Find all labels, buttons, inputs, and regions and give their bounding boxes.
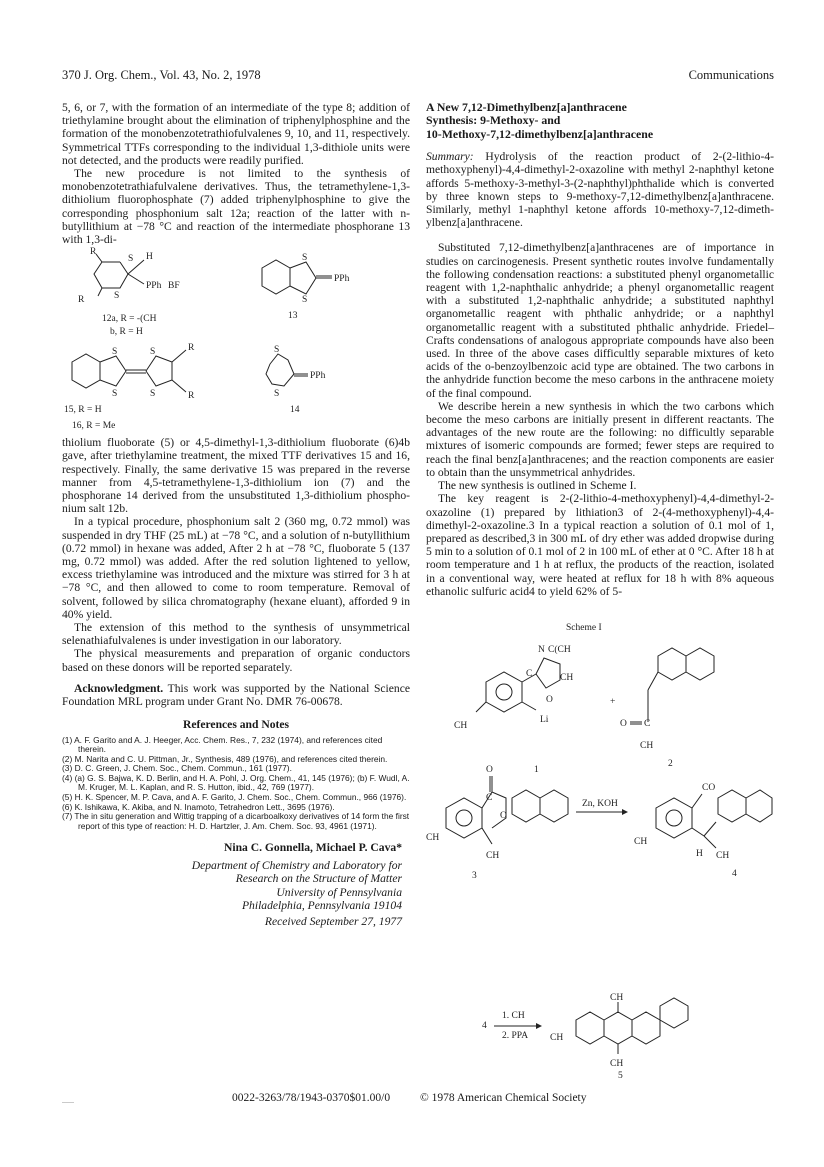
reference-item: (4) (a) G. S. Bajwa, K. D. Berlin, and H. A. Pohl, J. Org. Chem., 41, 145 (1976); (b) F. Wudl, A. M. Kruger, M. L. Kaplan, and R. S. Hutton, ibid., 42, 769 (1977).: [62, 772, 410, 793]
h-label: H: [146, 252, 153, 263]
atom-label: C: [526, 668, 533, 679]
compound-label: 16, R = Me: [72, 421, 116, 432]
compound-number: 4: [732, 868, 737, 879]
footer-copyright: © 1978 American Chemical Society: [420, 1092, 587, 1104]
structure-14: [266, 354, 308, 386]
compound-number: 5: [618, 1071, 623, 1081]
section-name: Communications: [688, 68, 774, 82]
journal-citation: 370 J. Org. Chem., Vol. 43, No. 2, 1978: [62, 68, 261, 82]
pph-label: PPh: [146, 281, 162, 292]
reagent-label: Zn, KOH: [582, 798, 618, 809]
reagent-label: 2. PPA: [502, 1031, 529, 1041]
atom-label: CH: [610, 1059, 624, 1069]
compound-number: 3: [472, 870, 477, 881]
atom-label: H: [696, 848, 703, 859]
compound-label: 12a, R = -(CH: [102, 314, 157, 325]
s-label: S: [112, 389, 118, 400]
atom-label: CH: [610, 993, 624, 1003]
title-line: 10-Methoxy-7,12-dimethylbenz[a]anthracene: [426, 126, 654, 141]
s-label: S: [150, 389, 156, 400]
compound-5: [576, 998, 688, 1054]
s-label: S: [112, 347, 118, 358]
s-label: S: [150, 347, 156, 358]
compound-label: 13: [288, 311, 298, 322]
paragraph: thiolium fluoborate (5) or 4,5-dimethyl-1,3-dithiolium fluoborate (6)4b gave, after triethylamine treatment, the mixed TTF derivatives 15 and 16, respectively. Finally, the same derivative 15 was prepared in the reverse manner from 4,5-tetramethylene-1,3-dithiolium ion (7) and the phosphorane 14 derived from the unsubstituted 1,3-dithiolium phosphonium salt 12b.: [62, 436, 410, 516]
scheme-figure: [426, 622, 774, 912]
affiliation-line: Department of Chemistry and Laboratory for: [191, 858, 402, 872]
reference-item: (5) H. K. Spencer, M. P. Cava, and A. F. Garito, J. Chem. Soc., Chem. Commun., 966 (1976).: [62, 792, 407, 803]
affiliation-line: University of Pennsylvania: [276, 885, 402, 899]
paragraph: The key reagent is 2-(2-lithio-4-methoxyphenyl)-4,4-dimethyl-2-oxazoline (1) prepared by lithiation3 of 2-(4-methoxyphenyl)-4,4-dimethyl-2-oxazoline.3 In a typical reaction a solution of 0.1 mol of 1, prepared as described,3 in 300 mL of dry ether was added dropwise during 5 min to a solution of 0.1 mol of 2 in 100 mL of ether at 0 °C. After 18 h at room temperature and 1 h at reflux, the products of the reaction, isolated in a conventional way, were heated at reflux for 18 h with 8% aqueous ethanolic sulfuric acid4 to yield 62% of 5-: [426, 492, 774, 598]
summary-label: Summary:: [426, 150, 474, 164]
reference-list: [62, 736, 410, 832]
paragraph: The new synthesis is outlined in Scheme I.: [438, 479, 637, 493]
paragraph: The physical measurements and preparation of organic conductors based on these donors will be reported separately.: [62, 647, 410, 674]
compound-number: 1: [534, 764, 539, 775]
paragraph: The extension of this method to the synthesis of unsymmetrical selenathiafulvalenes is under investigation in our laboratory.: [62, 621, 410, 648]
right-column: [426, 101, 774, 912]
summary: [426, 150, 774, 229]
s-label: S: [114, 291, 120, 302]
compound-2: [630, 648, 714, 724]
compound-label: 14: [290, 405, 300, 416]
atom-label: Li: [540, 714, 549, 725]
s-label: S: [128, 254, 134, 265]
atom-label: O: [500, 810, 507, 821]
reference-item: (3) D. C. Green, J. Chem. Soc., Chem. Commun., 161 (1977).: [62, 763, 292, 774]
compound-number: 2: [668, 758, 673, 769]
atom-label: O: [486, 764, 493, 775]
compound-label: 15, R = H: [64, 405, 102, 416]
scheme-final-step: [426, 993, 774, 1081]
pph-label: PPh: [310, 371, 326, 382]
paragraph: In a typical procedure, phosphonium salt 2 (360 mg, 0.72 mmol) was suspended in dry THF (25 mL) at −78 °C, and a solution of n-butyllithium (0.72 mmol) in hexane was added, After 2 h at −78 °C, fluoborate 5 (137 mg, 0.72 mmol) was added. After the red solution lightened to yellow, excess triethylamine was introduced and the mixture was stirred for 3 h at −78 °C, and then allowed to come to room temperature. Removal of solvent, followed by silica chromatography (hexane eluant), afforded 9 in 40% yield.: [62, 515, 410, 621]
s-label: S: [302, 253, 308, 264]
structure-15: [72, 350, 186, 392]
atom-label: C(CH: [548, 644, 571, 655]
scheme-title: Scheme I: [566, 622, 602, 633]
title-line: A New 7,12-Dimethylbenz[a]anthracene: [426, 100, 627, 114]
compound-label: b, R = H: [110, 327, 143, 338]
affiliation-line: Research on the Structure of Matter: [235, 872, 402, 886]
paragraph: 5, 6, or 7, with the formation of an intermediate of the type 8; addition of triethylamine brought about the elimination of triphenylphosphine and the formation of the monobenzotetrathiofulvalenes 9, 10, and 11, respectively. Symmetrical TTFs corresponding to the individual 1,3-dithiole units were not detected, and the products were readily purified.: [62, 101, 410, 167]
atom-label: O: [620, 718, 627, 729]
r-label: R: [78, 295, 85, 306]
r-label: R: [188, 391, 195, 402]
left-column: [62, 101, 410, 928]
structures-figure: [62, 247, 410, 432]
compound-3: [446, 776, 568, 844]
pph-label: PPh: [334, 274, 350, 285]
compound-number: 4: [482, 1021, 487, 1031]
paragraph: Substituted 7,12-dimethylbenz[a]anthracenes are of importance in studies on carcinogenesis. Present synthetic routes involve fundamentally the following condensation reactions: a substituted phenyl organometallic reagent with 1,2-naphthalic anhydride; a phenyl organometallic reagent with a substituted 1,2-naphthalic anhydride; a substituted naphthyl organometallic reagent with phthalic anhydride; or a naphthyl organometallic reagent with a substituted phthalic anhydride. Friedel–Crafts condensations of analogous appropriate compounds have also been used. In three of the above cases difficultly separable mixtures of keto acids of the o-benzoylbenzoic acid type are obtained. The two carbons in the anhydride function become the meso carbons in the anthracene moiety of the final compound.: [426, 241, 774, 400]
bf-label: BF: [168, 281, 180, 292]
reference-item: (2) M. Narita and C. U. Pittman, Jr., Synthesis, 489 (1976), and references cited therein.: [62, 753, 388, 764]
plus-sign: +: [610, 696, 616, 707]
r-label: R: [188, 343, 195, 354]
affiliation: [62, 859, 402, 913]
summary-text: Hydrolysis of the reaction product of 2-(2-lithio-4-methoxyphenyl)-4,4-dimethyl-2-oxazoline with methyl 2-naphthyl ketone affords 5-methoxy-3-methyl-3-(2-naphthyl)phthalide which is converted by three known steps to 9-methoxy-7,12-dimethylbenz[a]anthracene. Similarly, methyl 1-naphthyl ketone affords 10-methoxy-7,12-dimethylbenz[a]anthracene.: [426, 150, 774, 230]
atom-label: C: [644, 718, 651, 729]
r-label: R: [90, 247, 97, 258]
acknowledgment-text: This work was supported by the National Science Foundation MRL program under Grant No. DMR 76-00678.: [62, 681, 410, 709]
reference-item: (7) The in situ generation and Wittig trapping of a dicarboalkoxy derivatives of 14 form the first report of this type of reaction: H. D. Hartzler, J. Am. Chem. Soc. 93, 4961 (1971).: [62, 811, 410, 831]
structure-13: [262, 260, 332, 294]
s-label: S: [274, 345, 280, 356]
paragraph: The new procedure is not limited to the synthesis of monobenzotetrathiafulvalene derivatives. Thus, the tetramethylene-1,3-dithiolium fluorophosphate (7) added triphenylphosphine to give the corresponding phosphonium salt 12a; reaction of the latter with n-butyllithium at −78 °C and reaction of the intermediate phosphorane 13 with 1,3-di-: [62, 167, 410, 247]
s-label: S: [274, 389, 280, 400]
affiliation-line: Philadelphia, Pennsylvania 19104: [241, 899, 402, 913]
atom-label: CH: [640, 740, 654, 751]
atom-label: CH: [426, 832, 440, 843]
reference-item: (1) A. F. Garito and A. J. Heeger, Acc. Chem. Res., 7, 232 (1974), and references cited therein.: [62, 734, 383, 755]
received-date: Received September 27, 1977: [264, 915, 402, 929]
atom-label: CH: [634, 836, 648, 847]
reagent-label: 1. CH: [502, 1011, 525, 1021]
s-label: S: [302, 295, 308, 306]
title-line: Synthesis: 9-Methoxy- and: [426, 113, 561, 128]
footer-code: 0022-3263/78/1943-0370$01.00/0: [232, 1092, 391, 1104]
acknowledgment: [62, 682, 410, 708]
reference-item: (6) K. Ishikawa, K. Akiba, and N. Inamoto, Tetrahedron Lett., 3695 (1976).: [62, 801, 335, 812]
atom-label: CO: [702, 782, 716, 793]
article-title: [426, 101, 774, 141]
atom-label: C: [486, 792, 493, 803]
atom-label: CH: [550, 1033, 564, 1043]
atom-label: N: [538, 644, 545, 655]
paragraph: We describe herein a new synthesis in which the two carbons which become the meso carbons are initially present in different reactants. The advantages of the new route are the following: no difficultly separable mixtures of isomeric compounds are formed; fewer steps are required to reach the final benz[a]anthracenes; and the reaction components are easier to obtain than the unsymmetrical anhydrides.: [426, 399, 774, 479]
structure-12a: [94, 254, 144, 296]
references-heading: References and Notes: [182, 718, 290, 732]
atom-label: O: [546, 694, 553, 705]
acknowledgment-heading: Acknowledgment.: [74, 681, 164, 695]
atom-label: CH: [454, 720, 468, 731]
footer-marks: ......: [62, 1096, 74, 1105]
compound-4: [656, 790, 772, 848]
running-header: [62, 68, 774, 88]
author-names: Nina C. Gonnella, Michael P. Cava*: [224, 841, 402, 855]
atom-label: CH: [560, 672, 574, 683]
atom-label: CH: [716, 850, 730, 861]
atom-label: CH: [486, 850, 500, 861]
